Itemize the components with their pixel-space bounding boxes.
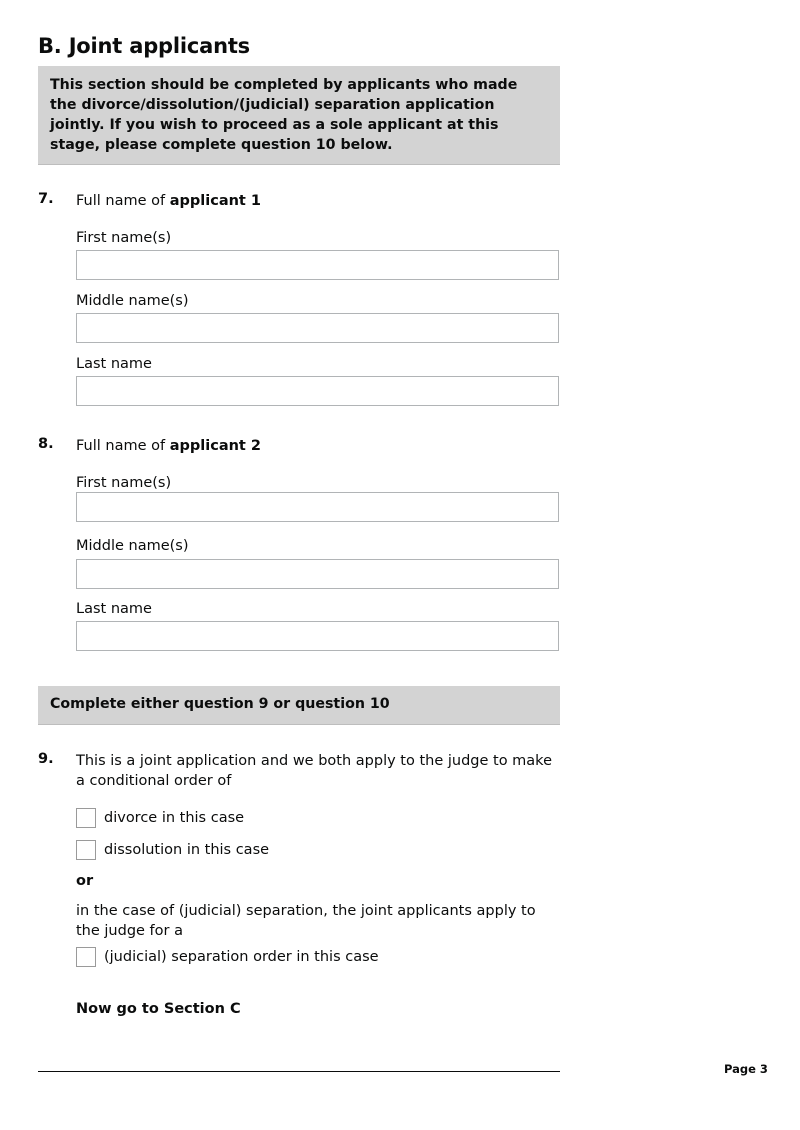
applicant-2-middle-name-input[interactable] xyxy=(76,559,559,589)
choice-notice-part1: Complete either question 9 xyxy=(50,696,274,712)
applicant-2-first-name-label: First name(s) xyxy=(76,475,172,491)
dissolution-option-label: dissolution in this case xyxy=(104,842,270,858)
applicant-2-first-name-input[interactable] xyxy=(76,492,559,522)
applicant-2-middle-name-label: Middle name(s) xyxy=(76,538,189,554)
divorce-checkbox[interactable] xyxy=(76,808,96,828)
applicant-1-first-name-input[interactable] xyxy=(76,250,559,280)
applicant-1-middle-name-input[interactable] xyxy=(76,313,559,343)
question-7-text-bold: applicant 1 xyxy=(169,193,261,209)
applicant-1-last-name-input[interactable] xyxy=(76,376,559,406)
applicant-2-last-name-input[interactable] xyxy=(76,621,559,651)
footer-divider xyxy=(38,1071,560,1072)
question-8-number: 8. xyxy=(38,436,54,452)
question-7-number: 7. xyxy=(38,191,54,207)
question-8-text xyxy=(76,436,560,456)
applicant-1-first-name-label: First name(s) xyxy=(76,230,172,246)
question-choice-notice xyxy=(38,686,560,725)
separation-option-label: (judicial) separation order in this case xyxy=(104,949,379,965)
or-separator: or xyxy=(76,873,94,889)
next-step-instruction: Now go to Section C xyxy=(76,1001,241,1017)
question-7-text xyxy=(76,191,560,211)
separation-checkbox[interactable] xyxy=(76,947,96,967)
divorce-option-label: divorce in this case xyxy=(104,810,245,826)
applicant-1-middle-name-label: Middle name(s) xyxy=(76,293,189,309)
dissolution-checkbox[interactable] xyxy=(76,840,96,860)
applicant-2-last-name-label: Last name xyxy=(76,601,152,617)
question-7-text-prefix: Full name of xyxy=(76,193,170,209)
choice-notice-or: or xyxy=(273,696,291,712)
question-8-text-bold: applicant 2 xyxy=(169,438,261,454)
question-9-number: 9. xyxy=(38,751,54,767)
question-8-text-prefix: Full name of xyxy=(76,438,170,454)
section-intro-notice: This section should be completed by applicants who made the divorce/dissolution/(judicial) separation application jointly. If you wish to proceed as a sole applicant at this stage, please complete question 10 below. xyxy=(38,66,560,165)
section-title: B. Joint applicants xyxy=(38,34,250,58)
choice-notice-part2: question 10 xyxy=(290,696,390,712)
page-number: Page 3 xyxy=(724,1062,768,1076)
question-9-text: This is a joint application and we both apply to the judge to make a conditional order of xyxy=(76,753,552,789)
separation-text: in the case of (judicial) separation, the joint applicants apply to the judge for a xyxy=(76,903,536,939)
applicant-1-last-name-label: Last name xyxy=(76,356,152,372)
